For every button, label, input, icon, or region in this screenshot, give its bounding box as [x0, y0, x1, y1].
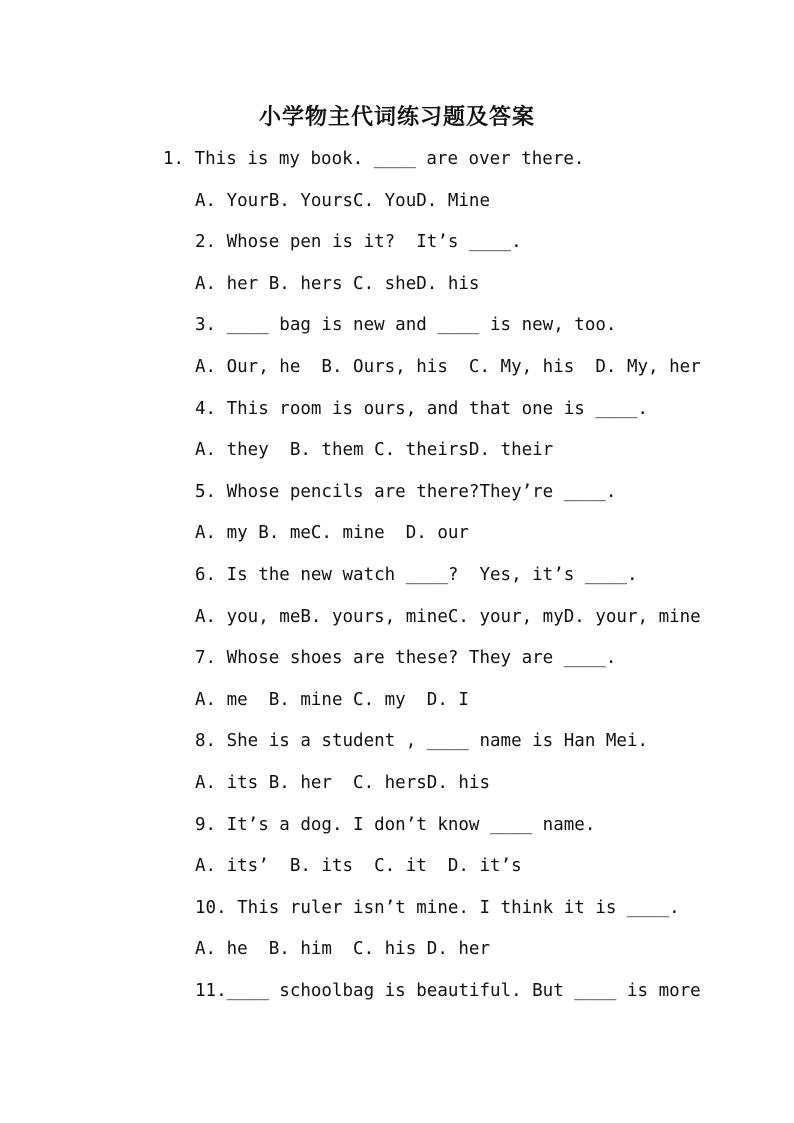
options-8: A. its B. her C. hersD. his — [195, 773, 491, 793]
options-10: A. he B. him C. his D. her — [195, 939, 491, 959]
options-6: A. you, meB. yours, mineC. your, myD. your, mine — [195, 607, 701, 627]
options-1: A. YourB. YoursC. YouD. Mine — [195, 191, 491, 211]
options-9: A. its’ B. its C. it D. it’s — [195, 856, 522, 876]
question-1: 1. This is my book. ____ are over there. — [163, 149, 585, 169]
question-9: 9. It’s a dog. I don’t know ____ name. — [195, 815, 596, 835]
options-3: A. Our, he B. Ours, his C. My, his D. My, her — [195, 357, 701, 377]
question-5: 5. Whose pencils are there?They’re ____. — [195, 482, 617, 502]
options-2: A. her B. hers C. sheD. his — [195, 274, 480, 294]
options-7: A. me B. mine C. my D. I — [195, 690, 469, 710]
question-3: 3. ____ bag is new and ____ is new, too. — [195, 315, 617, 335]
question-7: 7. Whose shoes are these? They are ____. — [195, 648, 617, 668]
question-4: 4. This room is ours, and that one is ____. — [195, 399, 649, 419]
question-11: 11.____ schoolbag is beautiful. But ____ is more — [195, 981, 701, 1001]
document-title: 小学物主代词练习题及答案 — [258, 104, 535, 130]
question-6: 6. Is the new watch ____? Yes, it’s ____. — [195, 565, 638, 585]
options-4: A. they B. them C. theirsD. their — [195, 440, 554, 460]
question-10: 10. This ruler isn’t mine. I think it is ____. — [195, 898, 680, 918]
options-5: A. my B. meC. mine D. our — [195, 523, 469, 543]
question-2: 2. Whose pen is it? It’s ____. — [195, 232, 522, 252]
question-8: 8. She is a student , ____ name is Han Mei. — [195, 731, 649, 751]
